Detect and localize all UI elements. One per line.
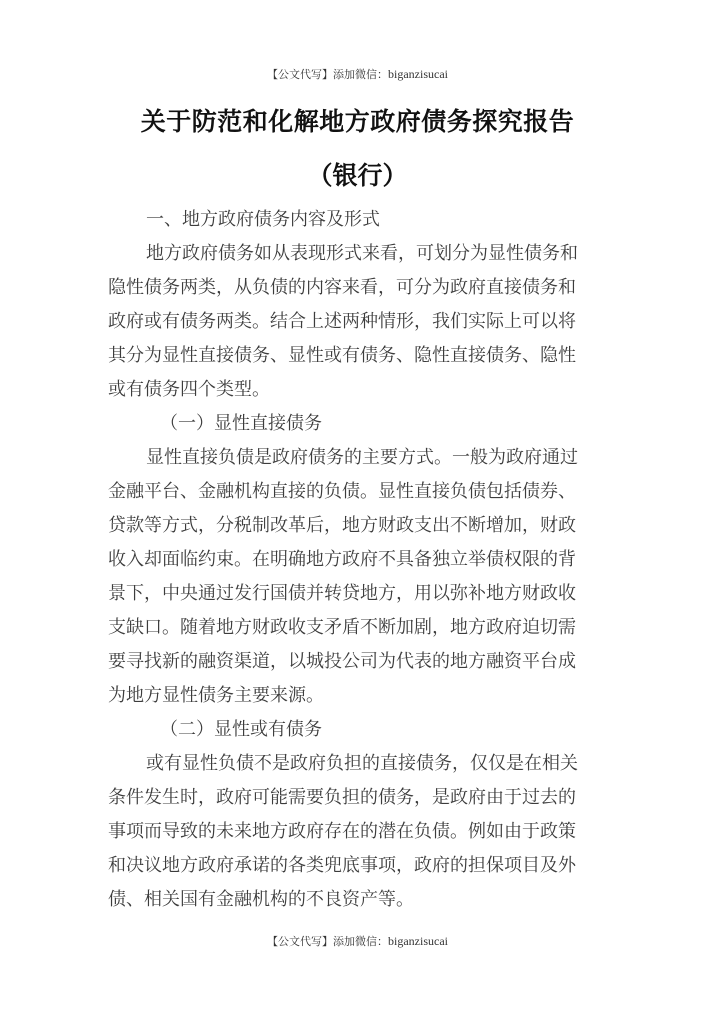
paragraph-line: 地方政府债务如从表现形式来看，可划分为显性债务和 — [146, 243, 578, 264]
paragraph-line: 景下，中央通过发行国债并转贷地方，用以弥补地方财政收 — [108, 583, 576, 604]
subsection-heading-1: （一）显性直接债务 — [160, 413, 322, 434]
paragraph-line: 显性直接负债是政府债务的主要方式。一般为政府通过 — [146, 447, 578, 468]
paragraph-line: 其分为显性直接债务、显性或有债务、隐性直接债务、隐性 — [108, 345, 576, 366]
paragraph-line: 贷款等方式，分税制改革后，地方财政支出不断增加，财政 — [108, 515, 576, 536]
paragraph-line: 债、相关国有金融机构的不良资产等。 — [108, 889, 414, 910]
paragraph-line: 支缺口。随着地方财政收支矛盾不断加剧，地方政府迫切需 — [108, 617, 576, 638]
footer-wechat-id: biganzisucai — [388, 934, 448, 948]
paragraph-line: 事项而导致的未来地方政府存在的潜在负债。例如由于政策 — [108, 821, 576, 842]
paragraph-line: 为地方显性债务主要来源。 — [108, 685, 324, 706]
footer-label: 添加微信： — [333, 935, 388, 948]
header-watermark-note — [0, 66, 715, 82]
paragraph-line: 或有债务四个类型。 — [108, 379, 270, 400]
paragraph-line: 要寻找新的融资渠道，以城投公司为代表的地方融资平台成 — [108, 651, 576, 672]
paragraph-line: 金融平台、金融机构直接的负债。显性直接负债包括债券、 — [108, 481, 576, 502]
header-tag: 【公文代写】 — [267, 68, 333, 81]
paragraph-line: 或有显性负债不是政府负担的直接债务，仅仅是在相关 — [146, 753, 578, 774]
header-label: 添加微信： — [333, 68, 388, 81]
paragraph-line: 收入却面临约束。在明确地方政府不具备独立举债权限的背 — [108, 549, 576, 570]
document-title: 关于防范和化解地方政府债务探究报告 — [140, 107, 575, 136]
header-wechat-id: biganzisucai — [388, 67, 448, 81]
document-body — [108, 203, 618, 917]
document-subtitle: （银行） — [307, 161, 408, 190]
footer-tag: 【公文代写】 — [267, 935, 333, 948]
section-heading-1: 一、地方政府债务内容及形式 — [146, 209, 380, 230]
paragraph-line: 隐性债务两类，从负债的内容来看，可分为政府直接债务和 — [108, 277, 576, 298]
paragraph-line: 和决议地方政府承诺的各类兜底事项，政府的担保项目及外 — [108, 855, 576, 876]
paragraph-line: 条件发生时，政府可能需要负担的债务，是政府由于过去的 — [108, 787, 576, 808]
subsection-heading-2: （二）显性或有债务 — [160, 719, 322, 740]
paragraph-line: 政府或有债务两类。结合上述两种情形，我们实际上可以将 — [108, 311, 576, 332]
footer-watermark-note — [0, 933, 715, 949]
